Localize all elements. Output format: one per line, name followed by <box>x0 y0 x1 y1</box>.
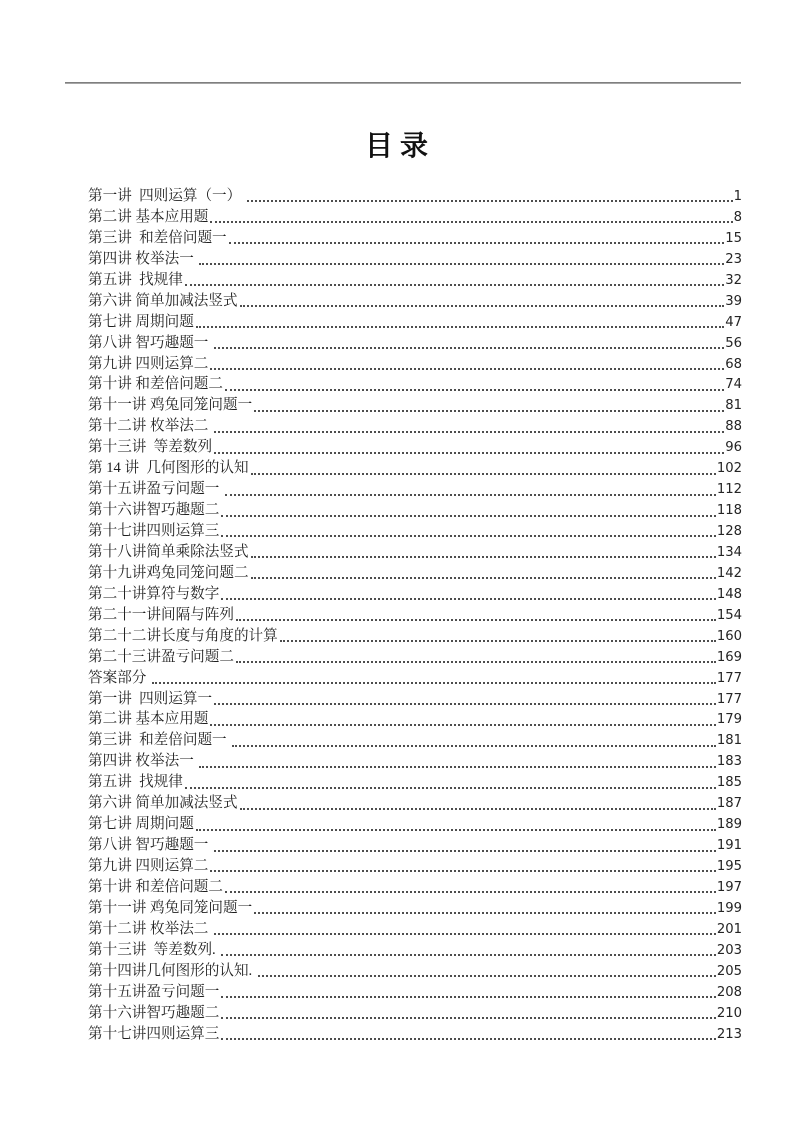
dotted-leader <box>240 305 725 307</box>
toc-entry[interactable] <box>88 961 742 982</box>
toc-entry-page: 213 <box>716 1026 742 1042</box>
toc-entry[interactable] <box>88 835 742 856</box>
toc-entry-label: 第十五讲盈亏问题一 <box>88 481 223 498</box>
toc-entry-page: 205 <box>716 963 742 979</box>
toc-entry-label: 答案部分 <box>88 669 151 686</box>
dotted-leader <box>225 389 724 391</box>
toc-entry[interactable] <box>88 186 742 207</box>
toc-entry-label: 第四讲 枚举法一 <box>88 250 198 267</box>
toc-entry[interactable] <box>88 730 742 751</box>
toc-entry-page: 142 <box>716 565 742 581</box>
toc-entry-page: 96 <box>725 440 742 456</box>
toc-entry-label: 第五讲 找规律 <box>88 271 183 288</box>
toc-entry[interactable] <box>88 354 742 375</box>
toc-entry-label: 第二讲 基本应用题 <box>88 208 209 225</box>
dotted-leader <box>196 326 724 328</box>
toc-entry[interactable] <box>88 416 742 437</box>
toc-entry[interactable] <box>88 270 742 291</box>
toc-entry-page: 148 <box>716 586 742 602</box>
dotted-leader <box>225 891 716 893</box>
dotted-leader <box>232 745 716 747</box>
toc-entry[interactable] <box>88 647 742 668</box>
toc-entry-label: 第七讲 周期问题 <box>88 816 194 833</box>
toc-entry-page: 8 <box>733 209 742 225</box>
toc-entry-label: 第二十一讲间隔与阵列 <box>88 606 234 623</box>
toc-entry-page: 181 <box>716 733 742 749</box>
toc-entry-page: 179 <box>716 712 742 728</box>
dotted-leader <box>210 870 715 872</box>
toc-entry-page: 32 <box>725 272 742 288</box>
toc-entry[interactable] <box>88 542 742 563</box>
toc-entry-page: 210 <box>716 1005 742 1021</box>
toc-entry[interactable] <box>88 877 742 898</box>
toc-entry[interactable] <box>88 982 742 1003</box>
dotted-leader <box>236 661 716 663</box>
toc-entry[interactable] <box>88 521 742 542</box>
toc-entry-page: 177 <box>716 691 742 707</box>
toc-entry-page: 15 <box>725 230 742 246</box>
toc-entry-label: 第七讲 周期问题 <box>88 313 194 330</box>
toc-entry[interactable] <box>88 249 742 270</box>
toc-entry-label: 第十讲 和差倍问题二 <box>88 376 223 393</box>
toc-entry[interactable] <box>88 856 742 877</box>
toc-entry[interactable] <box>88 626 742 647</box>
toc-entry-label: 第十一讲 鸡兔同笼问题一 <box>88 397 253 414</box>
toc-entry-page: 23 <box>725 251 742 267</box>
toc-entry-label: 第十五讲盈亏问题一 <box>88 983 220 1000</box>
dotted-leader <box>214 431 724 433</box>
dotted-leader <box>251 556 716 558</box>
dotted-leader <box>254 912 716 914</box>
toc-entry-page: 169 <box>716 649 742 665</box>
toc-entry-label: 第十四讲几何图形的认知. <box>88 962 256 979</box>
dotted-leader <box>229 242 725 244</box>
toc-entry-label: 第九讲 四则运算二 <box>88 858 209 874</box>
toc-entry-page: 177 <box>716 670 742 686</box>
toc-entry-label: 第六讲 简单加减法竖式 <box>88 292 238 309</box>
dotted-leader <box>280 640 716 642</box>
toc-list <box>88 186 742 1044</box>
toc-entry[interactable] <box>88 898 742 919</box>
toc-entry-label: 第十七讲四则运算三 <box>88 523 220 539</box>
toc-entry-label: 第四讲 枚举法一 <box>88 753 198 770</box>
toc-entry[interactable] <box>88 563 742 584</box>
toc-entry-page: 68 <box>725 356 742 372</box>
toc-entry[interactable] <box>88 458 742 479</box>
dotted-leader <box>247 200 733 202</box>
toc-entry-label: 第十三讲 等差数列 <box>88 439 213 456</box>
dotted-leader <box>221 515 715 517</box>
toc-entry-page: 183 <box>716 754 742 770</box>
toc-entry[interactable] <box>88 395 742 416</box>
toc-entry[interactable] <box>88 291 742 312</box>
dotted-leader <box>221 598 715 600</box>
toc-entry-page: 195 <box>716 859 742 874</box>
dotted-leader <box>214 452 724 454</box>
dotted-leader <box>251 473 716 475</box>
toc-entry[interactable] <box>88 814 742 835</box>
dotted-leader <box>185 787 716 789</box>
toc-entry[interactable] <box>88 228 742 249</box>
toc-entry[interactable] <box>88 437 742 458</box>
toc-entry[interactable] <box>88 479 742 500</box>
top-rule <box>65 82 741 84</box>
toc-entry-page: 134 <box>716 544 742 560</box>
toc-entry-page: 102 <box>716 461 742 477</box>
toc-entry-page: 88 <box>725 419 742 435</box>
toc-entry[interactable] <box>88 584 742 605</box>
toc-entry-label: 第三讲 和差倍问题一 <box>88 229 227 246</box>
toc-entry-page: 128 <box>716 524 742 539</box>
toc-entry-label: 第十六讲智巧趣题二 <box>88 1004 220 1021</box>
dotted-leader <box>225 494 716 496</box>
toc-entry-page: 197 <box>716 879 742 895</box>
toc-entry-label: 第二十讲算符与数字 <box>88 585 220 602</box>
toc-entry[interactable] <box>88 793 742 814</box>
toc-entry-label: 第六讲 简单加减法竖式 <box>88 795 238 812</box>
dotted-leader <box>236 619 716 621</box>
toc-entry-label: 第十二讲 枚举法二 <box>88 920 213 937</box>
toc-entry-page: 203 <box>716 942 742 958</box>
toc-entry-label: 第二讲 基本应用题 <box>88 711 209 728</box>
toc-entry[interactable] <box>88 333 742 354</box>
toc-entry-page: 191 <box>716 838 742 854</box>
dotted-leader <box>199 263 724 265</box>
toc-entry-page: 189 <box>716 817 742 833</box>
dotted-leader <box>196 829 716 831</box>
dotted-leader <box>240 808 716 810</box>
toc-entry-page: 39 <box>725 293 742 309</box>
dotted-leader <box>221 535 715 537</box>
toc-entry-page: 74 <box>725 377 742 393</box>
toc-entry[interactable] <box>88 374 742 395</box>
toc-entry-label: 第十八讲简单乘除法竖式 <box>88 543 249 560</box>
toc-entry[interactable] <box>88 772 742 793</box>
page-title: 目录 <box>364 131 435 162</box>
toc-entry-page: 112 <box>716 482 742 498</box>
toc-entry-label: 第十一讲 鸡兔同笼问题一 <box>88 899 253 916</box>
toc-entry-page: 154 <box>716 607 742 623</box>
dotted-leader <box>258 975 716 977</box>
dotted-leader <box>214 933 716 935</box>
toc-entry-label: 第二十三讲盈亏问题二 <box>88 648 234 665</box>
toc-entry[interactable] <box>88 709 742 730</box>
dotted-leader <box>251 577 716 579</box>
toc-entry-label: 第十二讲 枚举法二 <box>88 418 213 435</box>
dotted-leader <box>214 347 724 349</box>
toc-entry[interactable] <box>88 312 742 333</box>
toc-entry[interactable] <box>88 668 742 689</box>
toc-entry-label: 第十七讲四则运算三 <box>88 1025 220 1042</box>
toc-entry-label: 第五讲 找规律 <box>88 774 183 791</box>
toc-entry-label: 第十三讲 等差数列. <box>88 941 220 958</box>
toc-entry-page: 81 <box>725 398 742 414</box>
toc-entry-label: 第九讲 四则运算二 <box>88 355 209 372</box>
toc-entry[interactable] <box>88 207 742 228</box>
toc-entry[interactable] <box>88 1003 742 1024</box>
toc-entry-label: 第一讲 四则运算（一） <box>88 188 245 204</box>
toc-entry-label: 第一讲 四则运算一 <box>88 690 213 707</box>
toc-entry-page: 160 <box>716 628 742 644</box>
dotted-leader <box>152 682 716 684</box>
dotted-leader <box>199 766 715 768</box>
toc-entry-page: 56 <box>725 335 742 351</box>
dotted-leader <box>221 1038 715 1040</box>
dotted-leader <box>221 996 715 998</box>
toc-entry[interactable] <box>88 500 742 521</box>
toc-entry-label: 第十讲 和差倍问题二 <box>88 878 223 895</box>
dotted-leader <box>221 1017 715 1019</box>
toc-entry[interactable] <box>88 940 742 961</box>
toc-entry-page: 185 <box>716 775 742 791</box>
toc-entry[interactable] <box>88 751 742 772</box>
dotted-leader <box>210 368 724 370</box>
toc-entry-label: 第三讲 和差倍问题一 <box>88 732 231 749</box>
toc-entry[interactable] <box>88 689 742 710</box>
toc-entry-page: 208 <box>716 984 742 1000</box>
dotted-leader <box>214 850 716 852</box>
toc-entry-page: 201 <box>716 921 742 937</box>
toc-entry[interactable] <box>88 605 742 626</box>
toc-entry-page: 187 <box>716 796 742 812</box>
toc-entry-label: 第 14 讲 几何图形的认知 <box>88 460 249 477</box>
toc-entry-label: 第二十二讲长度与角度的计算 <box>88 627 278 644</box>
toc-entry-label: 第十六讲智巧趣题二 <box>88 502 220 519</box>
toc-entry-label: 第八讲 智巧趣题一 <box>88 334 213 351</box>
toc-entry-page: 199 <box>716 900 742 916</box>
dotted-leader <box>210 724 715 726</box>
dotted-leader <box>221 954 715 956</box>
toc-entry[interactable] <box>88 1024 742 1045</box>
toc-entry-page: 47 <box>725 314 742 330</box>
toc-entry-page: 118 <box>716 503 742 519</box>
toc-entry-label: 第八讲 智巧趣题一 <box>88 837 213 854</box>
toc-entry[interactable] <box>88 919 742 940</box>
toc-entry-page: 1 <box>733 189 742 204</box>
dotted-leader <box>214 703 716 705</box>
dotted-leader <box>210 221 732 223</box>
dotted-leader <box>185 284 724 286</box>
dotted-leader <box>254 410 724 412</box>
toc-entry-label: 第十九讲鸡兔同笼问题二 <box>88 564 249 581</box>
